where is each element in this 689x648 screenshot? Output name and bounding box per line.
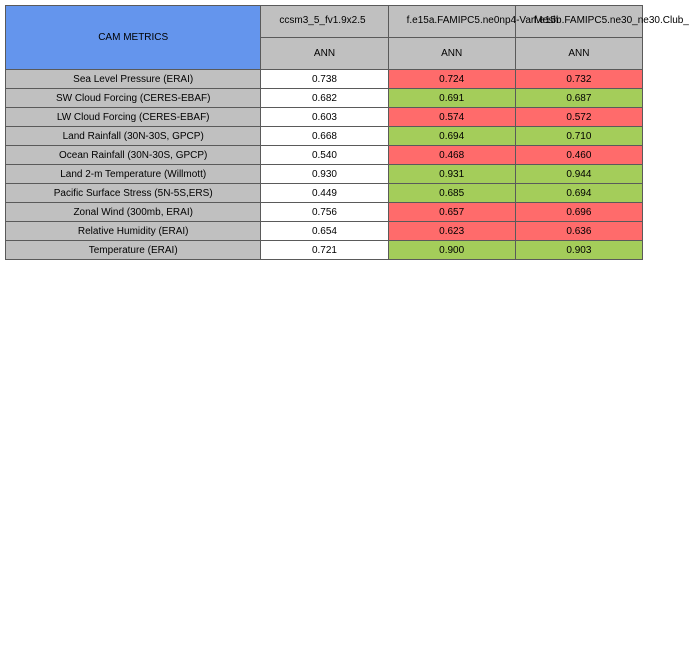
table-row	[6, 70, 643, 89]
metric-value: 0.657	[388, 203, 515, 222]
case-name-header	[515, 6, 689, 38]
metric-value: 0.930	[261, 165, 388, 184]
case-name: ccsm3_5_fv1.9x2.5	[279, 15, 366, 26]
table-row	[6, 203, 643, 222]
metric-value: 0.721	[261, 241, 388, 260]
metric-value: 0.738	[261, 70, 388, 89]
period-header: ANN	[515, 38, 642, 70]
table-row	[6, 165, 643, 184]
table-row	[6, 108, 643, 127]
metric-value: 0.944	[515, 165, 642, 184]
metric-label: SW Cloud Forcing (CERES-EBAF)	[6, 89, 261, 108]
metric-value: 0.540	[261, 146, 388, 165]
metric-value: 0.572	[515, 108, 642, 127]
metric-value: 0.654	[261, 222, 388, 241]
metric-value: 0.696	[515, 203, 642, 222]
metric-label: Ocean Rainfall (30N-30S, GPCP)	[6, 146, 261, 165]
metric-label: LW Cloud Forcing (CERES-EBAF)	[6, 108, 261, 127]
metric-label: Relative Humidity (ERAI)	[6, 222, 261, 241]
metric-value: 0.756	[261, 203, 388, 222]
metric-value: 0.685	[388, 184, 515, 203]
metric-value: 0.900	[388, 241, 515, 260]
metric-value: 0.687	[515, 89, 642, 108]
metric-value: 0.603	[261, 108, 388, 127]
metric-value: 0.931	[388, 165, 515, 184]
metric-value: 0.694	[388, 127, 515, 146]
metric-value: 0.623	[388, 222, 515, 241]
table-row	[6, 89, 643, 108]
metric-value: 0.636	[515, 222, 642, 241]
metric-value: 0.691	[388, 89, 515, 108]
cam-metrics-table	[5, 5, 689, 260]
metric-label: Zonal Wind (300mb, ERAI)	[6, 203, 261, 222]
period-header: ANN	[388, 38, 515, 70]
case-header-row	[6, 6, 643, 38]
table-row	[6, 222, 643, 241]
table-row	[6, 127, 643, 146]
period-header: ANN	[261, 38, 388, 70]
metric-label: Pacific Surface Stress (5N-5S,ERS)	[6, 184, 261, 203]
metric-value: 0.732	[515, 70, 642, 89]
metric-value: 0.682	[261, 89, 388, 108]
metric-value: 0.449	[261, 184, 388, 203]
metric-label: Land Rainfall (30N-30S, GPCP)	[6, 127, 261, 146]
metric-label: Temperature (ERAI)	[6, 241, 261, 260]
table-row	[6, 241, 643, 260]
metric-value: 0.574	[388, 108, 515, 127]
case-name: f.e15a.FAMIPC5.ne0np4-VarMesh	[406, 15, 559, 26]
case-name: f.e15b.FAMIPC5.ne30_ne30.Club_	[533, 15, 689, 26]
table-row	[6, 146, 643, 165]
table-row	[6, 184, 643, 203]
metric-value: 0.460	[515, 146, 642, 165]
case-name-header	[388, 6, 559, 38]
metric-label: Land 2-m Temperature (Willmott)	[6, 165, 261, 184]
case-name-header	[261, 6, 388, 38]
metric-value: 0.903	[515, 241, 642, 260]
metric-value: 0.710	[515, 127, 642, 146]
metric-label: Sea Level Pressure (ERAI)	[6, 70, 261, 89]
metric-value: 0.694	[515, 184, 642, 203]
metric-value: 0.724	[388, 70, 515, 89]
metric-value: 0.668	[261, 127, 388, 146]
table-title: CAM METRICS	[6, 6, 261, 70]
metric-value: 0.468	[388, 146, 515, 165]
